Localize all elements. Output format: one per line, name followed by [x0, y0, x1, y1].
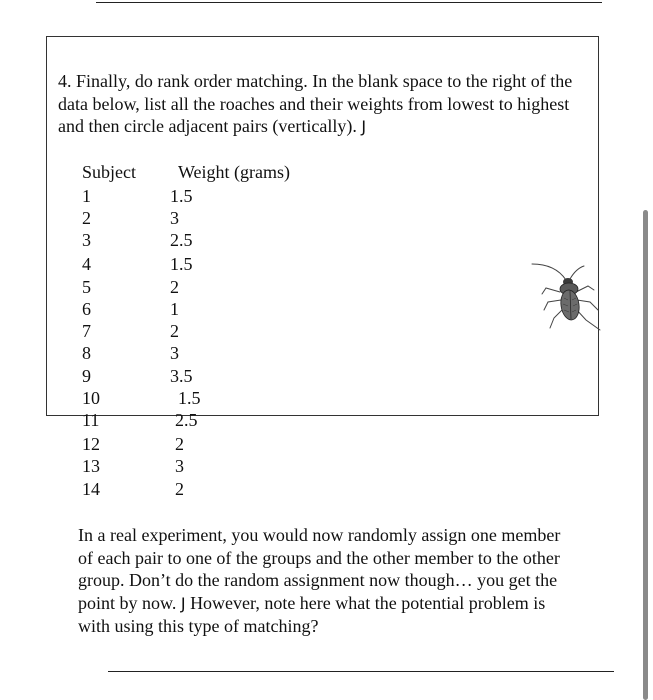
subject-cell: 5 [82, 277, 91, 297]
subject-cell: 9 [82, 366, 91, 386]
question-body: 4. Finally, do rank order matching. In the blank space to the right of the data below, list all the roaches and their weights from lowest to highest and then circle adjacent pairs (vertically). [58, 71, 573, 136]
top-rule [96, 2, 602, 3]
question-smiley-glyph: J [361, 117, 367, 136]
subject-cell: 13 [82, 456, 100, 476]
subject-cell: 10 [82, 388, 100, 408]
weight-cell: 1.5 [178, 388, 201, 408]
subject-cell: 1 [82, 186, 91, 206]
weight-cell: 2 [175, 434, 184, 454]
subject-cell: 3 [82, 230, 91, 250]
weight-column-header: Weight (grams) [178, 162, 291, 182]
subject-cell: 4 [82, 254, 91, 274]
weight-cell: 2.5 [170, 230, 193, 250]
weight-cell: 2 [170, 277, 179, 297]
footer-smiley-glyph: J [180, 593, 186, 613]
question-text [58, 70, 588, 139]
weight-cell: 1 [170, 299, 179, 319]
weight-cell: 3 [170, 208, 179, 228]
subject-column-header: Subject [82, 162, 136, 182]
weight-cell: 1.5 [170, 186, 193, 206]
weight-cell: 2 [170, 321, 179, 341]
weight-cell: 3.5 [170, 366, 193, 386]
footer-text-before: In a real experiment, you would now randomly assign one member of each pair to one of the groups and the other member to the other group. Don’t do the random assignment now though… you get the point by now. [78, 525, 561, 613]
footer-paragraph [78, 524, 578, 638]
vertical-scrollbar[interactable] [643, 210, 648, 700]
weight-cell: 2.5 [175, 410, 198, 430]
weight-cell: 1.5 [170, 254, 193, 274]
weight-cell: 3 [175, 456, 184, 476]
subject-cell: 14 [82, 479, 100, 499]
subject-cell: 11 [82, 410, 100, 430]
weight-cell: 2 [175, 479, 184, 499]
bottom-rule [108, 671, 614, 672]
subject-cell: 6 [82, 299, 91, 319]
subject-cell: 8 [82, 343, 91, 363]
subject-cell: 12 [82, 434, 100, 454]
subject-cell: 7 [82, 321, 91, 341]
weight-cell: 3 [170, 343, 179, 363]
cockroach-illustration [528, 258, 608, 338]
footer-text-after: However, note here what the potential problem is with using this type of matching? [78, 592, 546, 636]
subject-cell: 2 [82, 208, 91, 228]
